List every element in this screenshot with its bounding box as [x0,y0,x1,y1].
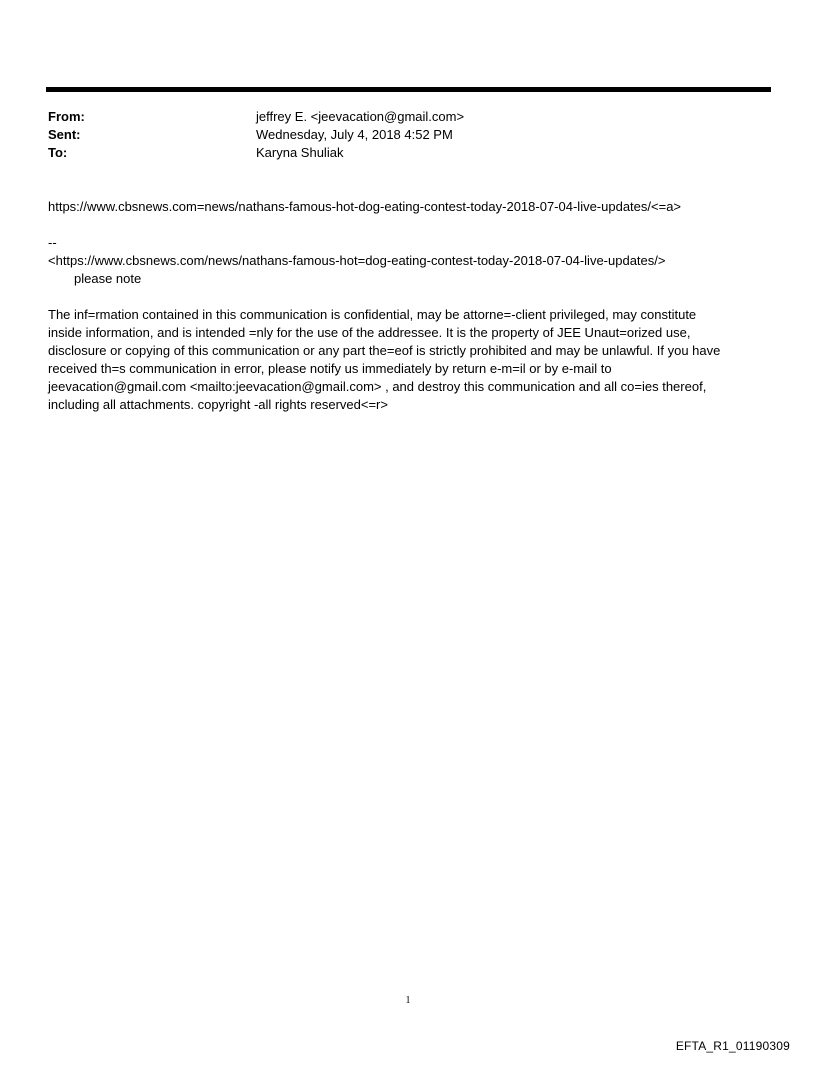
to-label: To: [48,145,68,160]
sent-row [48,126,464,144]
signature-dash: -- [48,235,57,250]
disclaimer-line: received th=s communication in error, please notify us immediately by return e-m=il or by e-mail to [48,361,612,376]
signature-link: <https://www.cbsnews.com/news/nathans-famous-hot=dog-eating-contest-today-2018-07-04-live-updates/> [48,253,666,268]
header-divider [46,87,771,92]
link-line: https://www.cbsnews.com=news/nathans-famous-hot-dog-eating-contest-today-2018-07-04-live-updates/<=a> [48,199,682,214]
sent-value: Wednesday, July 4, 2018 4:52 PM [256,127,453,142]
from-row [48,108,464,126]
sent-label: Sent: [48,127,81,142]
disclaimer-paragraph [48,306,768,414]
from-value: jeffrey E. <jeevacation@gmail.com> [256,109,465,124]
to-value: Karyna Shuliak [256,145,344,160]
to-row [48,144,464,162]
page-number: 1 [405,995,411,1006]
disclaimer-line: jeevacation@gmail.com <mailto:jeevacation@gmail.com> , and destroy this communication and all co=ies thereof, [48,379,707,394]
disclaimer-line: including all attachments. copyright -all rights reserved<=r> [48,397,388,412]
signature-note: please note [74,271,142,286]
email-header [48,108,464,162]
from-label: From: [48,109,85,124]
disclaimer-line: The inf=rmation contained in this communication is confidential, may be attorne=-client privileged, may constitute [48,307,697,322]
disclaimer-line: disclosure or copying of this communication or any part the=eof is strictly prohibited and may be unlawful. If you have [48,343,721,358]
disclaimer-line: inside information, and is intended =nly for the use of the addressee. It is the property of JEE Unaut=orized use, [48,325,691,340]
document-id: EFTA_R1_01190309 [675,1039,790,1053]
